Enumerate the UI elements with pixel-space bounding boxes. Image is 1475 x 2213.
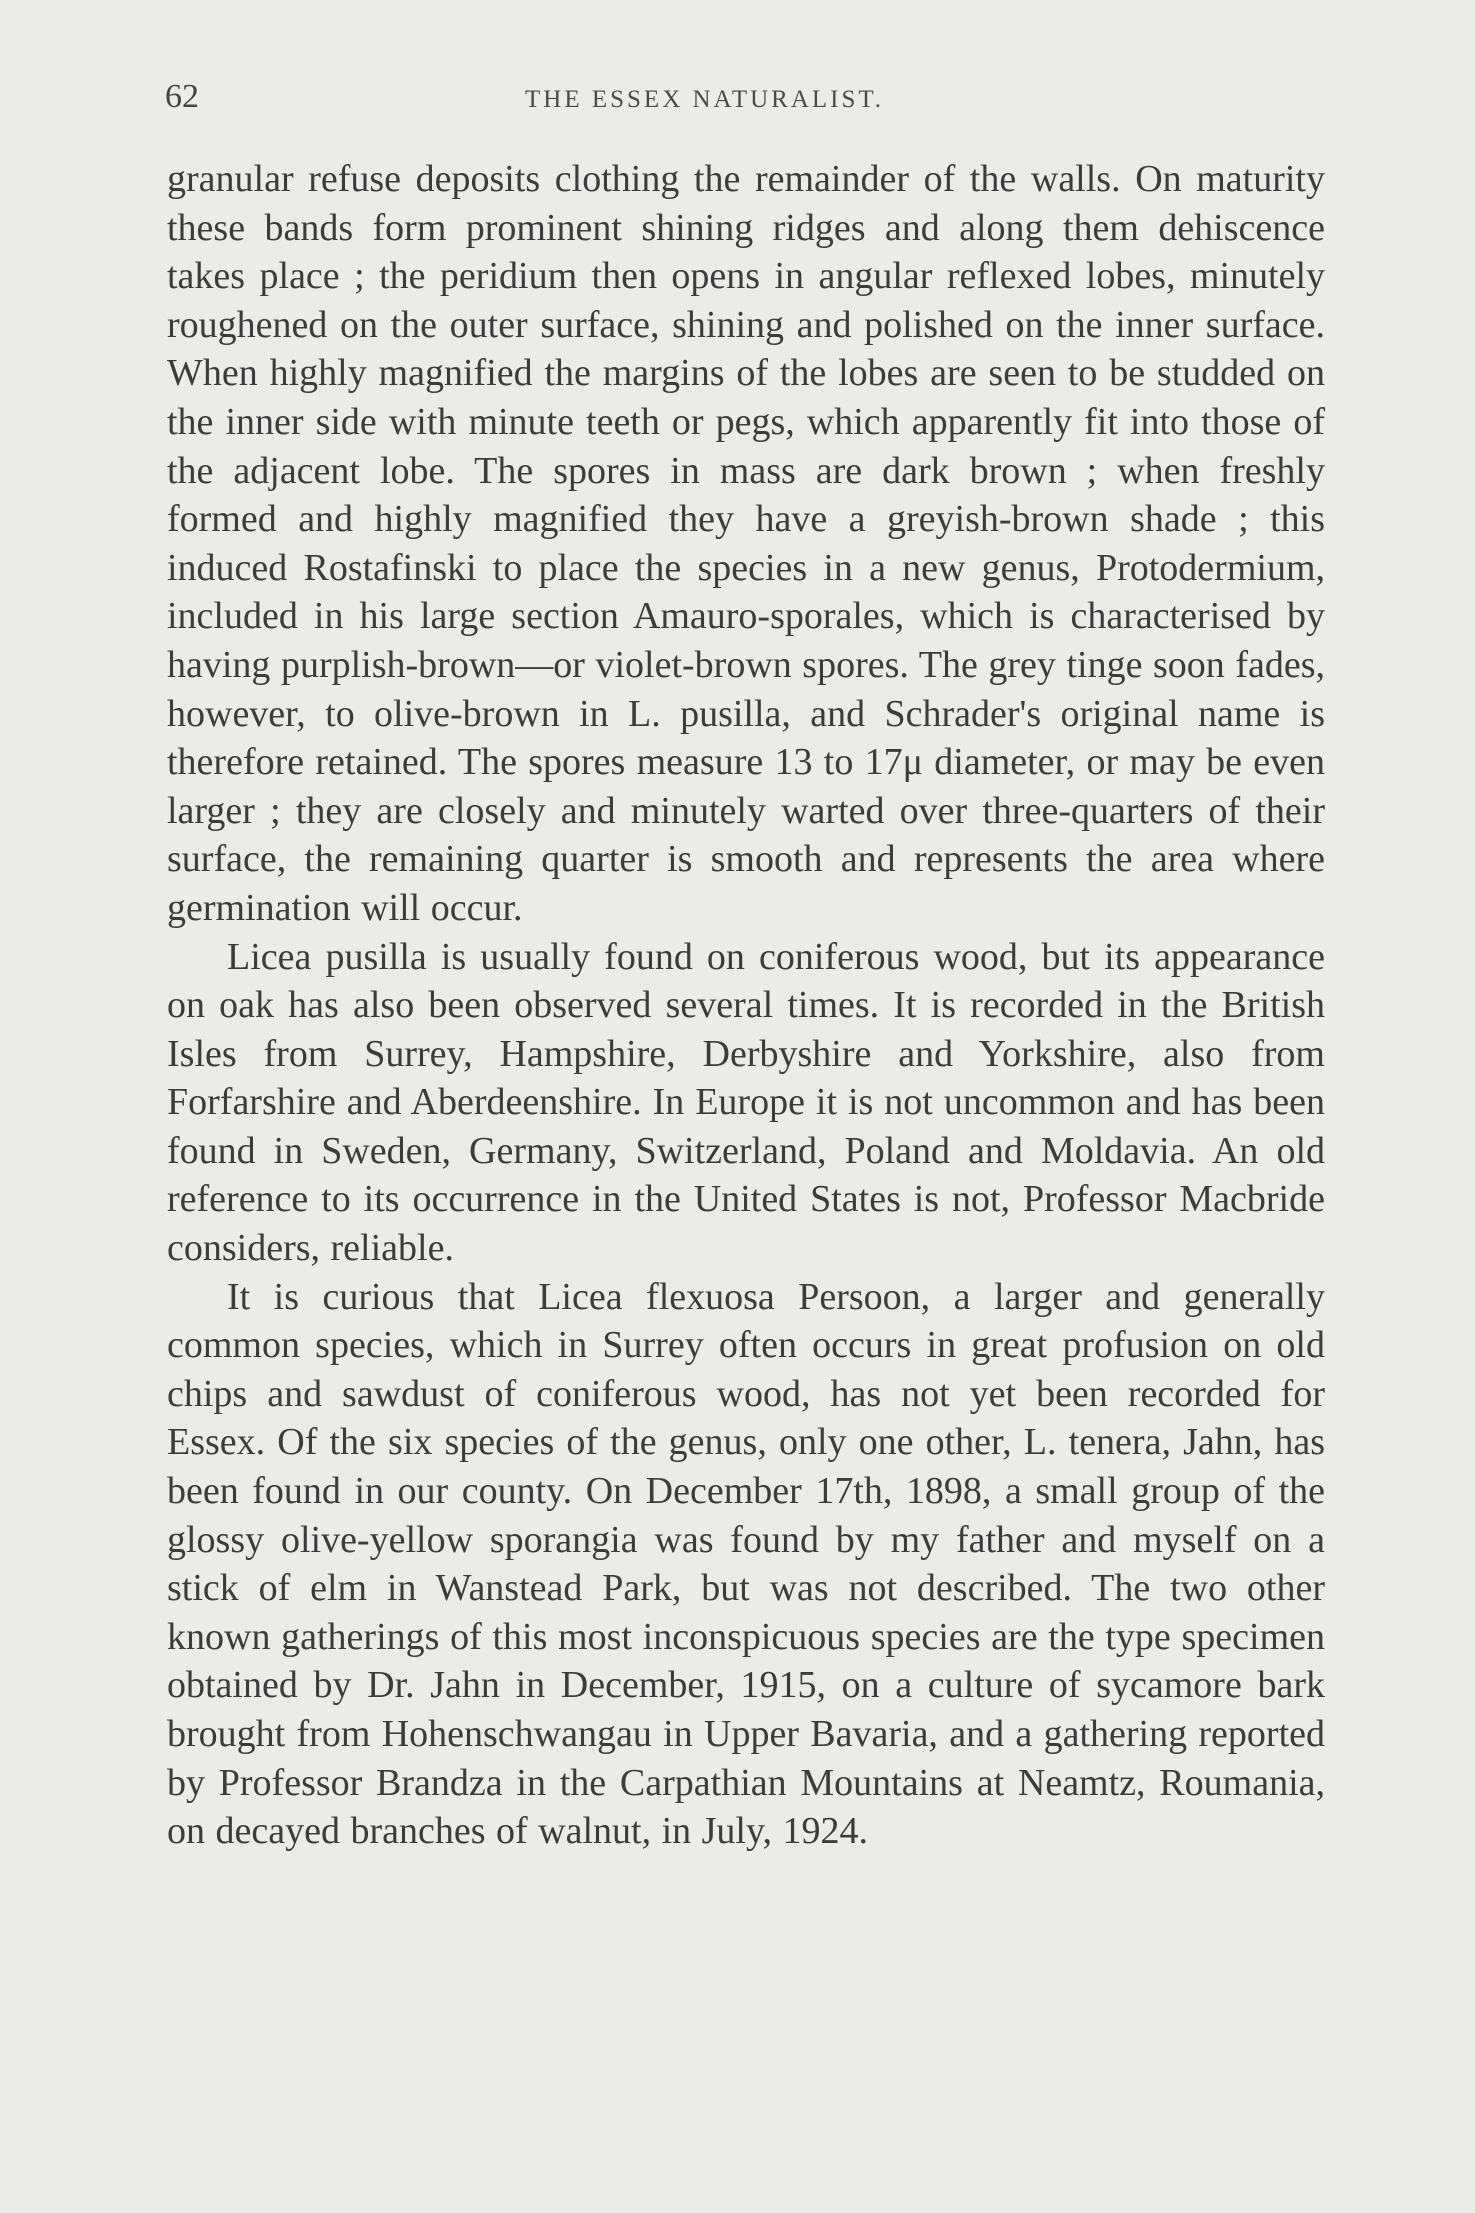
paragraph-2: Licea pusilla is usually found on coniferous wood, but its appearance on oak has also been observed several times. It is recorded in the British Isles from Surrey, Hampshire, Derbyshire and Yorkshire, also from Forfarshire and Aberdeenshire. In Europe it is not uncommon and has been found in Sweden, Germany, Switzerland, Poland and Moldavia. An old reference to its occurrence in the United States is not, Professor Macbride considers, reliable. [167,935,1325,1270]
running-title: THE ESSEX NATURALIST. [525,86,885,113]
paragraph-3: It is curious that Licea flexuosa Persoon, a larger and generally common species, which in Surrey often occurs in great profusion on old chips and sawdust of coniferous wood, has not yet been recorded for Essex. Of the six species of the genus, only one other, L. tenera, Jahn, has been found in our county. On December 17th, 1898, a small group of the glossy olive-yellow sporangia was found by my father and myself on a stick of elm in Wanstead Park, but was not described. The two other known gatherings of this most inconspicuous species are the type specimen obtained by Dr. Jahn in December, 1915, on a culture of sycamore bark brought from Hohenschwangau in Upper Bavaria, and a gathering reported by Professor Brandza in the Carpathian Mountains at Neamtz, Roumania, on decayed branches of walnut, in July, 1924. [167,1275,1325,1853]
page-number: 62 [165,78,199,115]
running-head [165,78,1323,128]
body-text [167,155,1325,1856]
paragraph-1: granular refuse deposits clothing the remainder of the walls. On maturity these bands form prominent shining ridges and along them dehiscence takes place ; the peridium then opens in angular reflexed lobes, minutely roughened on the outer surface, shining and polished on the inner surface. When highly magnified the margins of the lobes are seen to be studded on the inner side with minute teeth or pegs, which apparently fit into those of the adjacent lobe. The spores in mass are dark brown ; when freshly formed and highly magnified they have a greyish-brown shade ; this induced Rostafinski to place the species in a new genus, Protodermium, included in his large section Amauro-sporales, which is characterised by having purplish-brown—or violet-brown spores. The grey tinge soon fades, however, to olive-brown in L. pusilla, and Schrader's original name is therefore retained. The spores measure 13 to 17μ diameter, or may be even larger ; they are closely and minutely warted over three-quarters of their surface, the remaining quarter is smooth and represents the area where germination will occur. [167,158,1325,929]
